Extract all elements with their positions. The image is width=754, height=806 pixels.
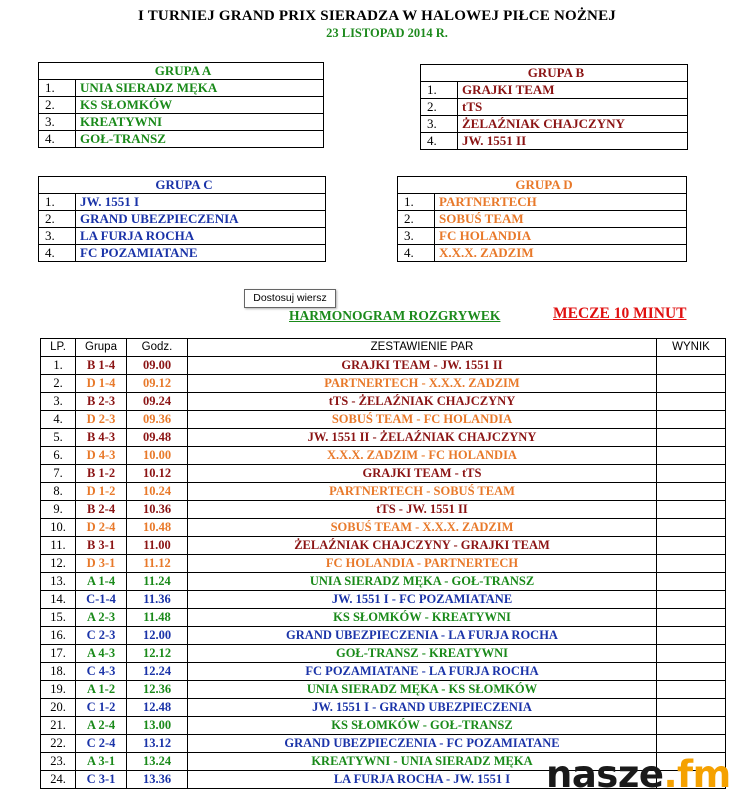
row-time: 11.48 <box>127 609 188 627</box>
row-pair: JW. 1551 II - ŻELAŹNIAK CHAJCZYNY <box>188 429 657 447</box>
group-b-team: GRAJKI TEAM <box>458 82 688 99</box>
row-time: 11.36 <box>127 591 188 609</box>
row-pair: PARTNERTECH - X.X.X. ZADZIM <box>188 375 657 393</box>
row-pair: UNIA SIERADZ MĘKA - GOŁ-TRANSZ <box>188 573 657 591</box>
row-result <box>657 555 726 573</box>
group-c-team: LA FURJA ROCHA <box>76 228 326 245</box>
row-group: D 3-1 <box>76 555 127 573</box>
row-adjust-tooltip: Dostosuj wiersz <box>244 289 336 308</box>
table-row <box>41 537 726 555</box>
row-group: A 2-3 <box>76 609 127 627</box>
row-group: C 2-4 <box>76 735 127 753</box>
row-time: 12.48 <box>127 699 188 717</box>
group-a-num: 1. <box>39 80 76 97</box>
group-a-team: UNIA SIERADZ MĘKA <box>76 80 324 97</box>
row-group: C 4-3 <box>76 663 127 681</box>
row-result <box>657 609 726 627</box>
group-a-table <box>38 62 324 148</box>
row-time: 12.12 <box>127 645 188 663</box>
group-d-table <box>397 176 687 262</box>
row-result <box>657 375 726 393</box>
row-result <box>657 627 726 645</box>
row-pair: X.X.X. ZADZIM - FC HOLANDIA <box>188 447 657 465</box>
row-time: 12.36 <box>127 681 188 699</box>
table-row <box>41 717 726 735</box>
group-b-num: 4. <box>421 133 458 150</box>
page-date: 23 LISTOPAD 2014 R. <box>326 26 448 40</box>
row-pair: UNIA SIERADZ MĘKA - KS SŁOMKÓW <box>188 681 657 699</box>
row-result <box>657 573 726 591</box>
row-lp: 9. <box>41 501 76 519</box>
table-row <box>41 483 726 501</box>
table-row <box>41 429 726 447</box>
col-pair: ZESTAWIENIE PAR <box>188 339 657 357</box>
row-lp: 8. <box>41 483 76 501</box>
row-pair: PARTNERTECH - SOBUŚ TEAM <box>188 483 657 501</box>
group-c-num: 2. <box>39 211 76 228</box>
row-pair: FC POZAMIATANE - LA FURJA ROCHA <box>188 663 657 681</box>
group-d-team: FC HOLANDIA <box>435 228 687 245</box>
table-row <box>41 357 726 375</box>
schedule-title: HARMONOGRAM ROZGRYWEK <box>289 308 501 323</box>
row-time: 13.36 <box>127 771 188 789</box>
row-lp: 4. <box>41 411 76 429</box>
row-group: B 1-2 <box>76 465 127 483</box>
group-b-num: 1. <box>421 82 458 99</box>
col-godz: Godz. <box>127 339 188 357</box>
table-row <box>41 447 726 465</box>
group-c-table <box>38 176 326 262</box>
group-b-num: 3. <box>421 116 458 133</box>
row-time: 11.12 <box>127 555 188 573</box>
row-lp: 10. <box>41 519 76 537</box>
group-b-title: GRUPA B <box>421 65 688 82</box>
row-result <box>657 699 726 717</box>
row-result <box>657 447 726 465</box>
row-lp: 16. <box>41 627 76 645</box>
table-row <box>41 609 726 627</box>
row-result <box>657 537 726 555</box>
row-lp: 1. <box>41 357 76 375</box>
schedule-table <box>40 338 726 789</box>
table-row <box>41 519 726 537</box>
row-result <box>657 591 726 609</box>
group-d-num: 1. <box>398 194 435 211</box>
logo-part-2: .fm <box>663 753 731 796</box>
row-group: C 1-2 <box>76 699 127 717</box>
row-group: B 2-3 <box>76 393 127 411</box>
row-time: 10.48 <box>127 519 188 537</box>
table-row <box>41 393 726 411</box>
group-a-team: KS SŁOMKÓW <box>76 97 324 114</box>
table-row <box>41 573 726 591</box>
group-a-team: KREATYWNI <box>76 114 324 131</box>
row-lp: 7. <box>41 465 76 483</box>
row-lp: 24. <box>41 771 76 789</box>
row-result <box>657 681 726 699</box>
group-b-table <box>420 64 688 150</box>
group-c-team: JW. 1551 I <box>76 194 326 211</box>
page-title: I TURNIEJ GRAND PRIX SIERADZA W HALOWEJ PIŁCE NOŻNEJ <box>138 8 616 24</box>
row-pair: tTS - JW. 1551 II <box>188 501 657 519</box>
row-time: 12.24 <box>127 663 188 681</box>
row-time: 10.36 <box>127 501 188 519</box>
row-result <box>657 429 726 447</box>
row-result <box>657 465 726 483</box>
row-result <box>657 357 726 375</box>
row-result <box>657 501 726 519</box>
row-time: 10.24 <box>127 483 188 501</box>
row-lp: 3. <box>41 393 76 411</box>
row-group: A 1-2 <box>76 681 127 699</box>
row-time: 11.00 <box>127 537 188 555</box>
group-d-team: X.X.X. ZADZIM <box>435 245 687 262</box>
group-a-num: 2. <box>39 97 76 114</box>
group-c-num: 3. <box>39 228 76 245</box>
row-lp: 23. <box>41 753 76 771</box>
row-lp: 17. <box>41 645 76 663</box>
col-lp: LP. <box>41 339 76 357</box>
logo-part-1: nasze <box>546 753 664 796</box>
row-group: A 1-4 <box>76 573 127 591</box>
row-time: 09.12 <box>127 375 188 393</box>
row-pair: GRAJKI TEAM - JW. 1551 II <box>188 357 657 375</box>
row-group: B 2-4 <box>76 501 127 519</box>
table-row <box>41 501 726 519</box>
row-group: B 3-1 <box>76 537 127 555</box>
row-pair: LA FURJA ROCHA - JW. 1551 I <box>188 771 657 789</box>
group-c-team: GRAND UBEZPIECZENIA <box>76 211 326 228</box>
row-pair: KS SŁOMKÓW - GOŁ-TRANSZ <box>188 717 657 735</box>
table-row <box>41 627 726 645</box>
row-group: D 1-2 <box>76 483 127 501</box>
group-a-team: GOŁ-TRANSZ <box>76 131 324 148</box>
row-group: C-1-4 <box>76 591 127 609</box>
table-row <box>41 645 726 663</box>
row-time: 11.24 <box>127 573 188 591</box>
row-group: D 1-4 <box>76 375 127 393</box>
row-result <box>657 663 726 681</box>
row-lp: 19. <box>41 681 76 699</box>
row-group: D 2-4 <box>76 519 127 537</box>
row-lp: 18. <box>41 663 76 681</box>
table-row <box>41 591 726 609</box>
row-lp: 2. <box>41 375 76 393</box>
group-b-team: ŻELAŹNIAK CHAJCZYNY <box>458 116 688 133</box>
row-result <box>657 393 726 411</box>
table-row <box>41 375 726 393</box>
row-result <box>657 645 726 663</box>
row-time: 13.00 <box>127 717 188 735</box>
row-pair: tTS - ŻELAŹNIAK CHAJCZYNY <box>188 393 657 411</box>
row-lp: 14. <box>41 591 76 609</box>
row-group: A 4-3 <box>76 645 127 663</box>
row-pair: ŻELAŹNIAK CHAJCZYNY - GRAJKI TEAM <box>188 537 657 555</box>
col-grupa: Grupa <box>76 339 127 357</box>
row-lp: 11. <box>41 537 76 555</box>
table-row <box>41 555 726 573</box>
row-pair: SOBUŚ TEAM - FC HOLANDIA <box>188 411 657 429</box>
row-time: 09.00 <box>127 357 188 375</box>
group-c-num: 1. <box>39 194 76 211</box>
row-pair: JW. 1551 I - GRAND UBEZPIECZENIA <box>188 699 657 717</box>
row-group: B 1-4 <box>76 357 127 375</box>
group-c-team: FC POZAMIATANE <box>76 245 326 262</box>
table-row <box>41 663 726 681</box>
row-pair: FC HOLANDIA - PARTNERTECH <box>188 555 657 573</box>
row-pair: KREATYWNI - UNIA SIERADZ MĘKA <box>188 753 657 771</box>
row-result <box>657 717 726 735</box>
row-lp: 13. <box>41 573 76 591</box>
row-time: 09.24 <box>127 393 188 411</box>
table-row <box>41 411 726 429</box>
group-c-num: 4. <box>39 245 76 262</box>
group-a-num: 3. <box>39 114 76 131</box>
row-pair: SOBUŚ TEAM - X.X.X. ZADZIM <box>188 519 657 537</box>
row-lp: 5. <box>41 429 76 447</box>
group-d-title: GRUPA D <box>398 177 687 194</box>
row-pair: JW. 1551 I - FC POZAMIATANE <box>188 591 657 609</box>
row-group: C 2-3 <box>76 627 127 645</box>
row-result <box>657 519 726 537</box>
nasze-fm-logo <box>546 750 731 800</box>
row-time: 09.48 <box>127 429 188 447</box>
col-result: WYNIK <box>657 339 726 357</box>
group-d-num: 2. <box>398 211 435 228</box>
row-result <box>657 411 726 429</box>
table-row <box>41 699 726 717</box>
table-row <box>41 465 726 483</box>
group-a-title: GRUPA A <box>39 63 324 80</box>
row-pair: GRAND UBEZPIECZENIA - LA FURJA ROCHA <box>188 627 657 645</box>
group-d-team: SOBUŚ TEAM <box>435 211 687 228</box>
table-row <box>41 681 726 699</box>
row-time: 12.00 <box>127 627 188 645</box>
row-group: A 2-4 <box>76 717 127 735</box>
row-result <box>657 483 726 501</box>
row-pair: GRAND UBEZPIECZENIA - FC POZAMIATANE <box>188 735 657 753</box>
group-d-num: 4. <box>398 245 435 262</box>
group-a-num: 4. <box>39 131 76 148</box>
row-time: 13.12 <box>127 735 188 753</box>
row-lp: 12. <box>41 555 76 573</box>
group-d-num: 3. <box>398 228 435 245</box>
row-time: 10.00 <box>127 447 188 465</box>
row-group: C 3-1 <box>76 771 127 789</box>
group-d-team: PARTNERTECH <box>435 194 687 211</box>
row-time: 10.12 <box>127 465 188 483</box>
row-pair: KS SŁOMKÓW - KREATYWNI <box>188 609 657 627</box>
row-group: A 3-1 <box>76 753 127 771</box>
row-time: 13.24 <box>127 753 188 771</box>
row-lp: 22. <box>41 735 76 753</box>
row-pair: GOŁ-TRANSZ - KREATYWNI <box>188 645 657 663</box>
match-duration-note: MECZE 10 MINUT <box>553 305 687 322</box>
row-time: 09.36 <box>127 411 188 429</box>
group-b-num: 2. <box>421 99 458 116</box>
row-group: D 2-3 <box>76 411 127 429</box>
row-lp: 21. <box>41 717 76 735</box>
row-group: B 4-3 <box>76 429 127 447</box>
row-pair: GRAJKI TEAM - tTS <box>188 465 657 483</box>
row-lp: 20. <box>41 699 76 717</box>
row-lp: 15. <box>41 609 76 627</box>
group-b-team: tTS <box>458 99 688 116</box>
group-b-team: JW. 1551 II <box>458 133 688 150</box>
row-group: D 4-3 <box>76 447 127 465</box>
group-c-title: GRUPA C <box>39 177 326 194</box>
row-lp: 6. <box>41 447 76 465</box>
